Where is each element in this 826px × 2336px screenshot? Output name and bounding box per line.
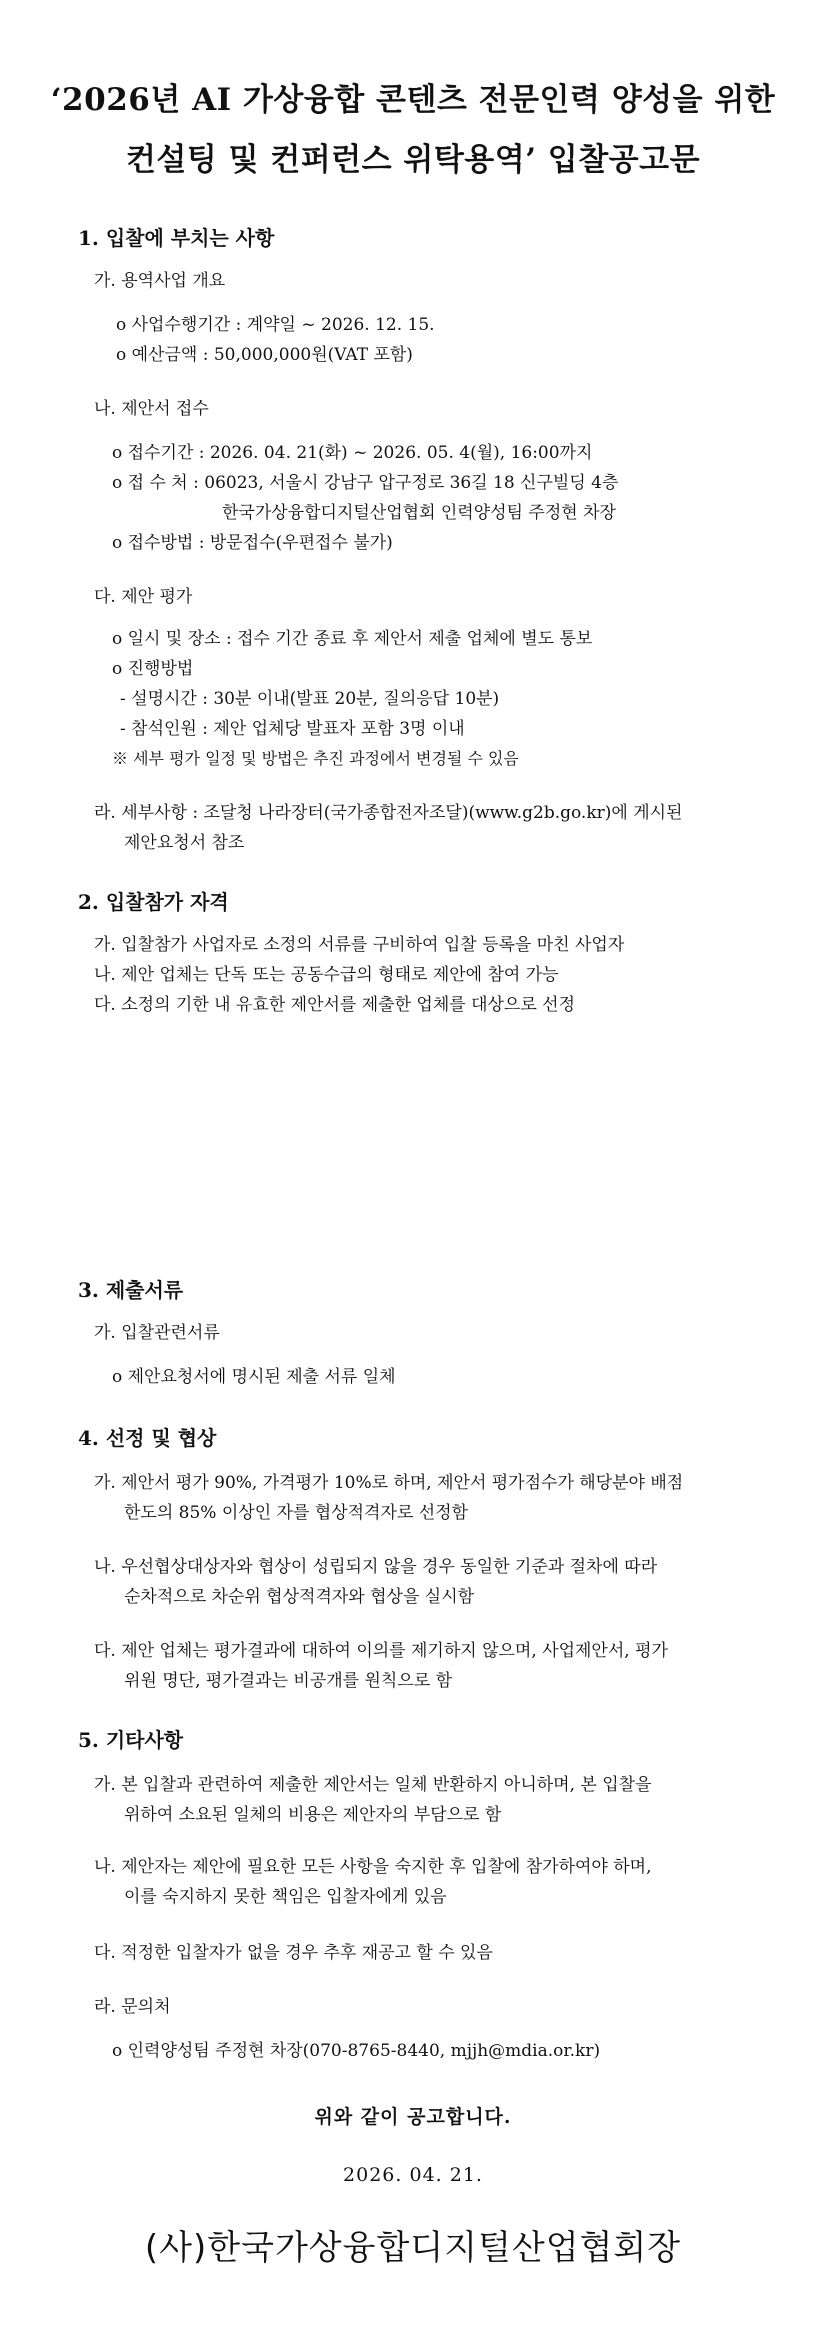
section-1-ra-line-1: 라. 세부사항 : 조달청 나라장터(국가종합전자조달)(www.g2b.go.kr)에 게시된 (94, 803, 683, 823)
section-4-heading: 4. 선정 및 협상 (78, 1426, 217, 1450)
section-2-line-2: 나. 제안 업체는 단독 또는 공동수급의 형태로 제안에 참여 가능 (94, 965, 559, 985)
section-5-na-line-2: 이를 숙지하지 못한 책임은 입찰자에게 있음 (124, 1887, 447, 1907)
section-5-da-line: 다. 적정한 입찰자가 없을 경우 추후 재공고 할 수 있음 (94, 1943, 493, 1963)
section-1-da-line-2: o 진행방법 (112, 659, 194, 679)
section-1-ra-line-2: 제안요청서 참조 (124, 833, 245, 853)
section-1-da-note: ※ 세부 평가 일정 및 방법은 추진 과정에서 변경될 수 있음 (112, 749, 519, 768)
section-5-ra-line-1: o 인력양성팀 주정현 차장(070-8765-8440, mjjh@mdia.or.kr) (112, 2041, 601, 2061)
section-4-na-line-1: 나. 우선협상대상자와 협상이 성립되지 않을 경우 동일한 기준과 절차에 따라 (94, 1557, 658, 1577)
section-2-line-1: 가. 입찰참가 사업자로 소정의 서류를 구비하여 입찰 등록을 마친 사업자 (94, 935, 625, 955)
section-1-heading: 1. 입찰에 부치는 사항 (78, 226, 275, 250)
section-5-ga-line-1: 가. 본 입찰과 관련하여 제출한 제안서는 일체 반환하지 아니하며, 본 입찰을 (94, 1775, 652, 1795)
section-4-ga-line-1: 가. 제안서 평가 90%, 가격평가 10%로 하며, 제안서 평가점수가 해당분야 배점 (94, 1473, 684, 1493)
section-1-da-line-1: o 일시 및 장소 : 접수 기간 종료 후 제안서 제출 업체에 별도 통보 (112, 629, 593, 649)
section-5-ra-label: 라. 문의처 (94, 1997, 171, 2017)
section-3-heading: 3. 제출서류 (78, 1278, 184, 1302)
section-1-na-line-2: o 접 수 처 : 06023, 서울시 강남구 압구정로 36길 18 신구빌딩 4층 (112, 473, 619, 493)
section-3-line-1: o 제안요청서에 명시된 제출 서류 일체 (112, 1367, 396, 1387)
title-line-2: 컨설팅 및 컨퍼런스 위탁용역’ 입찰공고문 (125, 142, 701, 178)
section-1-da-line-3: - 설명시간 : 30분 이내(발표 20분, 질의응답 10분) (120, 689, 500, 709)
section-2-line-3: 다. 소정의 기한 내 유효한 제안서를 제출한 업체를 대상으로 선정 (94, 995, 576, 1015)
section-1-na-line-1: o 접수기간 : 2026. 04. 21(화) ~ 2026. 05. 4(월), 16:00까지 (112, 443, 593, 463)
section-1-ga-label: 가. 용역사업 개요 (94, 271, 226, 291)
title-line-1: ‘2026년 AI 가상융합 콘텐츠 전문인력 양성을 위한 (50, 82, 776, 118)
announcement-date: 2026. 04. 21. (343, 2164, 483, 2186)
section-1-ga-line-2: o 예산금액 : 50,000,000원(VAT 포함) (116, 345, 413, 365)
section-4-da-line-2: 위원 명단, 평가결과는 비공개를 원칙으로 함 (124, 1671, 453, 1691)
issuer-organization: (사)한국가상융합디지털산업협회장 (144, 2228, 682, 2268)
section-1-ga-line-1: o 사업수행기간 : 계약일 ~ 2026. 12. 15. (116, 315, 435, 335)
section-5-heading: 5. 기타사항 (78, 1728, 184, 1752)
section-3-label: 가. 입찰관련서류 (94, 1323, 220, 1343)
section-5-na-line-1: 나. 제안자는 제안에 필요한 모든 사항을 숙지한 후 입찰에 참가하여야 하며, (94, 1857, 652, 1877)
closing-statement: 위와 같이 공고합니다. (314, 2106, 512, 2128)
section-4-da-line-1: 다. 제안 업체는 평가결과에 대하여 이의를 제기하지 않으며, 사업제안서, 평가 (94, 1641, 668, 1661)
section-1-na-label: 나. 제안서 접수 (94, 399, 209, 419)
section-2-heading: 2. 입찰참가 자격 (78, 890, 229, 914)
section-1-na-line-3: 한국가상융합디지털산업협회 인력양성팀 주정현 차장 (222, 503, 616, 523)
section-4-ga-line-2: 한도의 85% 이상인 자를 협상적격자로 선정함 (124, 1503, 468, 1523)
section-4-na-line-2: 순차적으로 차순위 협상적격자와 협상을 실시함 (124, 1587, 475, 1607)
section-1-da-label: 다. 제안 평가 (94, 587, 193, 607)
section-5-ga-line-2: 위하여 소요된 일체의 비용은 제안자의 부담으로 함 (124, 1805, 502, 1825)
section-1-na-line-4: o 접수방법 : 방문접수(우편접수 불가) (112, 533, 393, 553)
section-1-da-line-4: - 참석인원 : 제안 업체당 발표자 포함 3명 이내 (120, 719, 465, 739)
